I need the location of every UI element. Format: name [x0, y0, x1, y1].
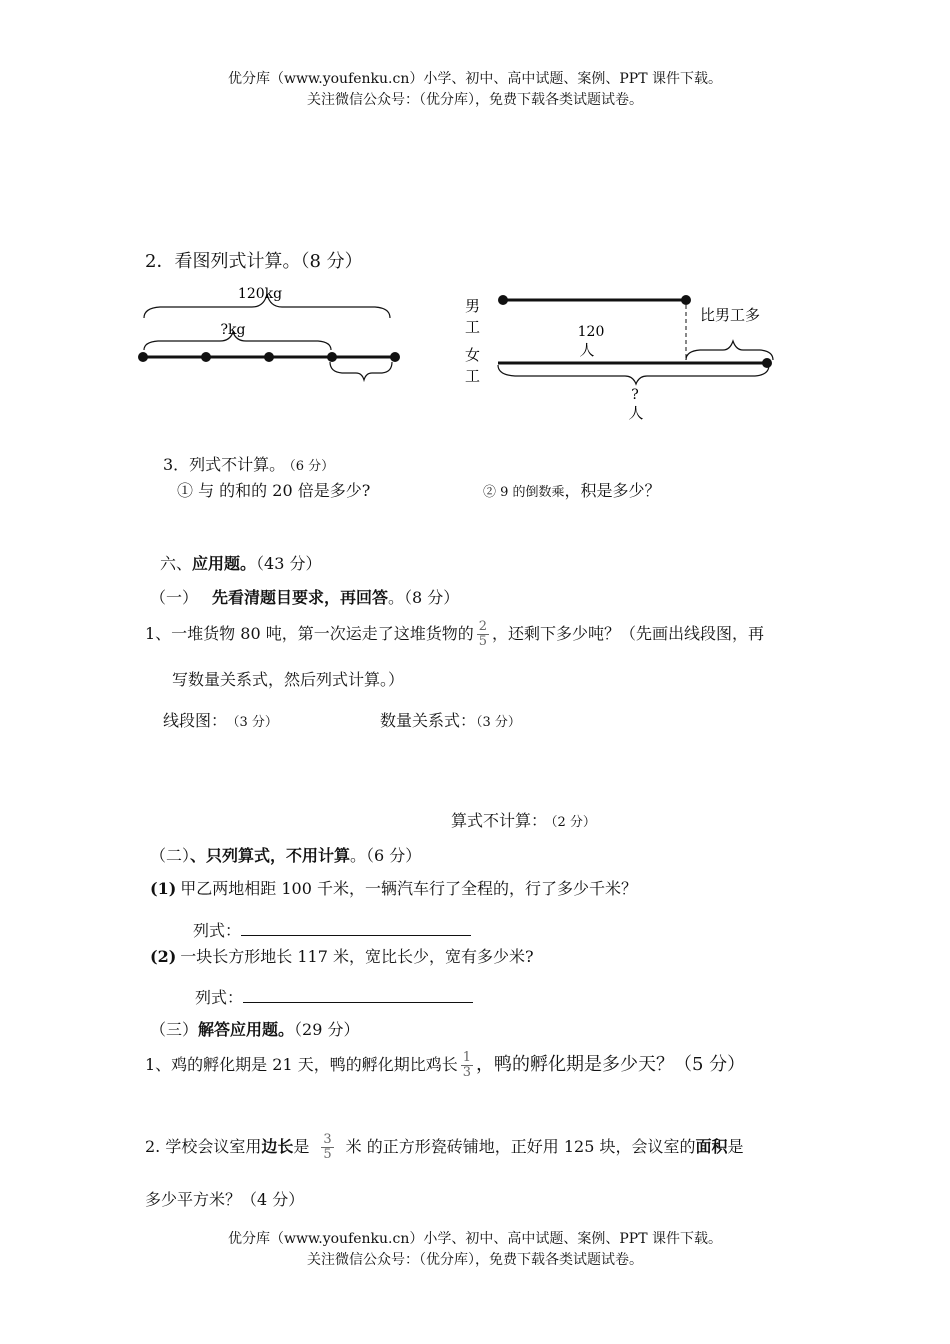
part-2-title	[150, 843, 421, 866]
footer-line-2: 关注微信公众号：（优分库），免费下载各类试题试卷。	[307, 1252, 643, 1268]
part-2-q2	[150, 944, 534, 967]
footer-line-1: 优分库（www.youfenku.cn）小学、初中、高中试题、案例、PPT 课件下载。	[227, 1231, 722, 1247]
part-3-title	[150, 1017, 359, 1040]
segment-point	[327, 352, 337, 362]
part-1-q1	[145, 620, 764, 649]
female-point	[762, 358, 772, 368]
more-label: 比男工多	[700, 306, 761, 324]
part-3-q2-line2: 多少平方米？（4 分）	[145, 1190, 305, 1209]
segment-point	[138, 352, 148, 362]
extra-brace	[686, 341, 773, 360]
header-line-2: 关注微信公众号：（优分库），免费下载各类试题试卷。	[307, 92, 643, 108]
q3-item-2	[483, 478, 661, 501]
male-label-2: 工	[465, 318, 481, 336]
section-6-title	[160, 551, 321, 574]
part-3-q1-b: ，鸭的孵化期是多少天？（5 分）	[476, 1054, 746, 1075]
q3-item-1: ① 与 的和的 20 倍是多少?	[177, 481, 371, 500]
segment-point	[201, 352, 211, 362]
part-2-suffix: 。（6 分）	[350, 846, 422, 865]
right-segment-diagram	[455, 285, 795, 425]
section-6-name: 应用题。	[192, 554, 257, 573]
part-2-q1-text: 甲乙两地相距 100 千米，一辆汽车行了全程的，行了多少千米？	[180, 879, 637, 898]
part-1-suffix: 。（8 分）	[388, 588, 460, 607]
part-1-prefix: （一）	[150, 588, 199, 607]
part-1-title	[150, 585, 459, 608]
q3-title-text: 3．列式不计算。	[163, 455, 286, 474]
diagram-label: 线段图： （3 分）	[163, 711, 278, 730]
part-3-q2: 2. 学校会议室用边长是 $\frac{3}{5}$ 米 的正方形瓷砖铺地，正好用 125 块，会议室的面积是	[145, 1132, 744, 1162]
part-3-q1	[145, 1050, 745, 1080]
left-segment-diagram	[130, 280, 420, 390]
part-label: ?kg	[220, 322, 246, 338]
female-label-1: 女	[465, 346, 481, 364]
part-1-q1-line2: 写数量关系式，然后列式计算。）	[172, 670, 405, 689]
section-6-score: （43 分）	[256, 554, 322, 573]
q3-item-2-b: ，积是多少？	[564, 481, 661, 500]
female-total-brace	[498, 365, 769, 384]
male-point	[498, 295, 508, 305]
fraction-1-3: $\frac{1}{3}$	[462, 1050, 471, 1080]
relation-score: （3 分）	[476, 715, 521, 730]
q3-score: （6 分）	[289, 459, 335, 474]
section-6-num: 六、	[160, 554, 193, 573]
part-2-q1-formula: 列式：	[193, 918, 471, 941]
part-2-q2-text: 一块长方形地长 117 米，宽比长少，宽有多少米?	[180, 947, 534, 966]
fraction-2-5: $\frac{2}{5}$	[478, 619, 487, 649]
segment-point	[390, 352, 400, 362]
bold-side-length: 边长	[261, 1137, 294, 1156]
diagram-score: （3 分）	[233, 715, 278, 730]
formula-label: 算式不计算： （2 分）	[451, 811, 596, 830]
header-line-1: 优分库（www.youfenku.cn）小学、初中、高中试题、案例、PPT 课件下载。	[227, 71, 722, 87]
male-point	[681, 295, 691, 305]
part-1-q1-b: ，还剩下多少吨？（先画出线段图，再	[492, 624, 765, 643]
part-3-suffix: （29 分）	[294, 1020, 360, 1039]
part-3-prefix: （三）	[150, 1020, 199, 1039]
total-label: 120kg	[237, 286, 283, 302]
part-2-q1	[150, 876, 637, 899]
male-label-1: 男	[465, 297, 481, 315]
part-2-q1-num: (1)	[150, 879, 177, 898]
segment-point	[264, 352, 274, 362]
formula-score: （2 分）	[551, 815, 596, 830]
male-unit: 人	[579, 341, 595, 359]
female-label-2: 工	[465, 367, 481, 385]
relation-label: 数量关系式：（3 分）	[380, 711, 521, 730]
answer-blank[interactable]	[243, 986, 473, 1003]
q3-title	[163, 452, 334, 475]
part-1-q1-a: 1、一堆货物 80 吨，第一次运走了这堆货物的	[145, 624, 474, 643]
part-1-bold: 先看清题目要求，再回答	[212, 588, 389, 607]
fraction-3-5: $\frac{3}{5}$	[323, 1132, 332, 1162]
unknown-label: ?	[631, 387, 639, 403]
remainder-brace	[330, 362, 392, 380]
q3-item-2-a: ② 9 的倒数乘	[483, 485, 565, 500]
part-2-prefix: （二）	[150, 846, 191, 865]
part-2-q2-formula: 列式：	[195, 985, 473, 1008]
part-3-q1-a: 1、鸡的孵化期是 21 天，鸭的孵化期比鸡长	[145, 1055, 458, 1074]
male-count: 120	[577, 324, 605, 340]
part-2-bold: 、只列算式，不用计算	[190, 846, 351, 865]
answer-blank[interactable]	[241, 919, 471, 936]
q2-title: 2．看图列式计算。（8 分）	[145, 251, 363, 272]
bold-area: 面积	[695, 1137, 728, 1156]
part-2-q2-num: (2)	[150, 947, 177, 966]
unknown-unit: 人	[628, 404, 644, 422]
part-3-bold: 解答应用题。	[198, 1020, 295, 1039]
